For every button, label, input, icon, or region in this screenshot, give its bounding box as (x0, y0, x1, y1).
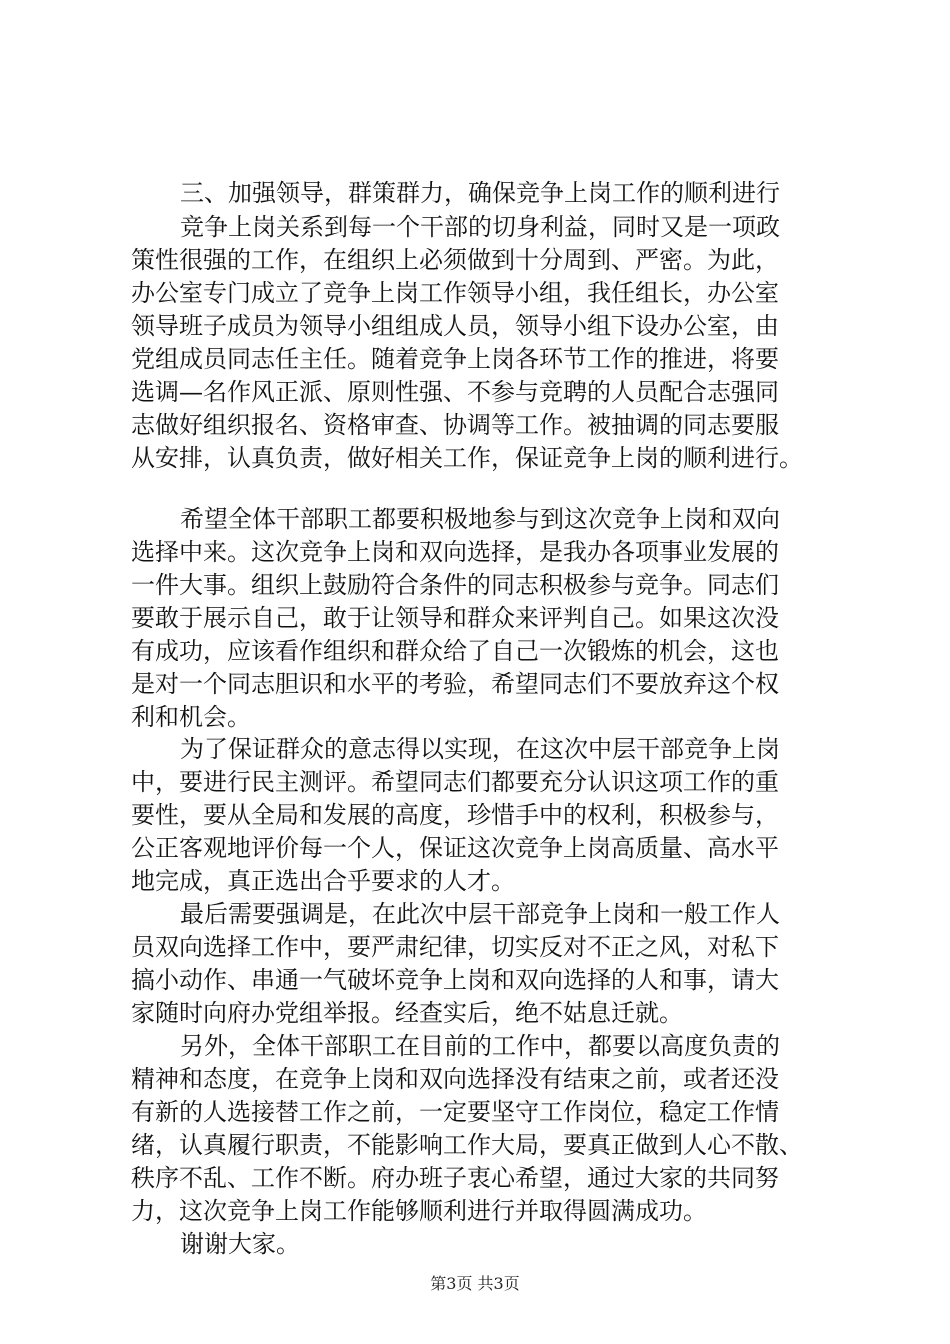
paragraph-line: 中，要进行民主测评。希望同志们都要充分认识这项工作的重 (131, 768, 779, 796)
section-heading: 三、加强领导，群策群力，确保竞争上岗工作的顺利进行 (180, 179, 780, 207)
paragraph-line: 公正客观地评价每一个人，保证这次竞争上岗高质量、高水平 (131, 834, 779, 862)
paragraph-line: 希望全体干部职工都要积极地参与到这次竞争上岗和双向 (180, 505, 780, 533)
paragraph-line: 员双向选择工作中，要严肃纪律，切实反对不正之风，对私下 (131, 933, 779, 961)
paragraph-line: 选调—名作风正派、原则性强、不参与竞聘的人员配合志强同 (131, 378, 779, 406)
paragraph-line: 选择中来。这次竞争上岗和双向选择，是我办各项事业发展的 (131, 538, 779, 566)
paragraph-line: 办公室专门成立了竞争上岗工作领导小组，我任组长，办公室 (131, 279, 779, 307)
paragraph-line: 志做好组织报名、资格审查、协调等工作。被抽调的同志要服 (131, 411, 779, 439)
paragraph-line: 有新的人选接替工作之前，一定要坚守工作岗位，稳定工作情 (131, 1098, 779, 1126)
paragraph-line: 力，这次竞争上岗工作能够顺利进行并取得圆满成功。 (131, 1197, 707, 1225)
paragraph-line: 利和机会。 (131, 703, 251, 731)
paragraph-line: 为了保证群众的意志得以实现，在这次中层干部竞争上岗 (180, 735, 780, 763)
paragraph-line: 是对一个同志胆识和水平的考验，希望同志们不要放弃这个权 (131, 670, 779, 698)
paragraph-line: 另外，全体干部职工在目前的工作中，都要以高度负责的 (180, 1032, 780, 1060)
paragraph-line: 有成功，应该看作组织和群众给了自己一次锻炼的机会，这也 (131, 637, 779, 665)
paragraph-line: 竞争上岗关系到每一个干部的切身利益，同时又是一项政 (180, 213, 780, 241)
paragraph-line: 领导班子成员为领导小组组成人员，领导小组下设办公室，由 (131, 312, 779, 340)
closing-line: 谢谢大家。 (180, 1230, 300, 1258)
paragraph-line: 从安排，认真负责，做好相关工作，保证竞争上岗的顺利进行。 (131, 444, 803, 472)
page-footer: 第3页 共3页 (430, 1274, 520, 1293)
paragraph-line: 地完成，真正选出合乎要求的人才。 (131, 867, 515, 895)
paragraph-line: 策性很强的工作，在组织上必须做到十分周到、严密。为此， (131, 246, 779, 274)
paragraph-line: 党组成员同志任主任。随着竞争上岗各环节工作的推进，将要 (131, 345, 779, 373)
paragraph-line: 最后需要强调是，在此次中层干部竞争上岗和一般工作人 (180, 900, 780, 928)
paragraph-line: 秩序不乱、工作不断。府办班子衷心希望，通过大家的共同努 (131, 1164, 779, 1192)
paragraph-line: 精神和态度，在竞争上岗和双向选择没有结束之前，或者还没 (131, 1065, 779, 1093)
paragraph-line: 要敢于展示自己，敢于让领导和群众来评判自己。如果这次没 (131, 604, 779, 632)
paragraph-line: 搞小动作、串通一气破坏竞争上岗和双向选择的人和事，请大 (131, 966, 779, 994)
paragraph-line: 家随时向府办党组举报。经查实后，绝不姑息迁就。 (131, 999, 683, 1027)
paragraph-line: 要性，要从全局和发展的高度，珍惜手中的权利，积极参与， (131, 801, 779, 829)
paragraph-line: 一件大事。组织上鼓励符合条件的同志积极参与竞争。同志们 (131, 571, 779, 599)
paragraph-line: 绪，认真履行职责，不能影响工作大局，要真正做到人心不散、 (131, 1131, 803, 1159)
